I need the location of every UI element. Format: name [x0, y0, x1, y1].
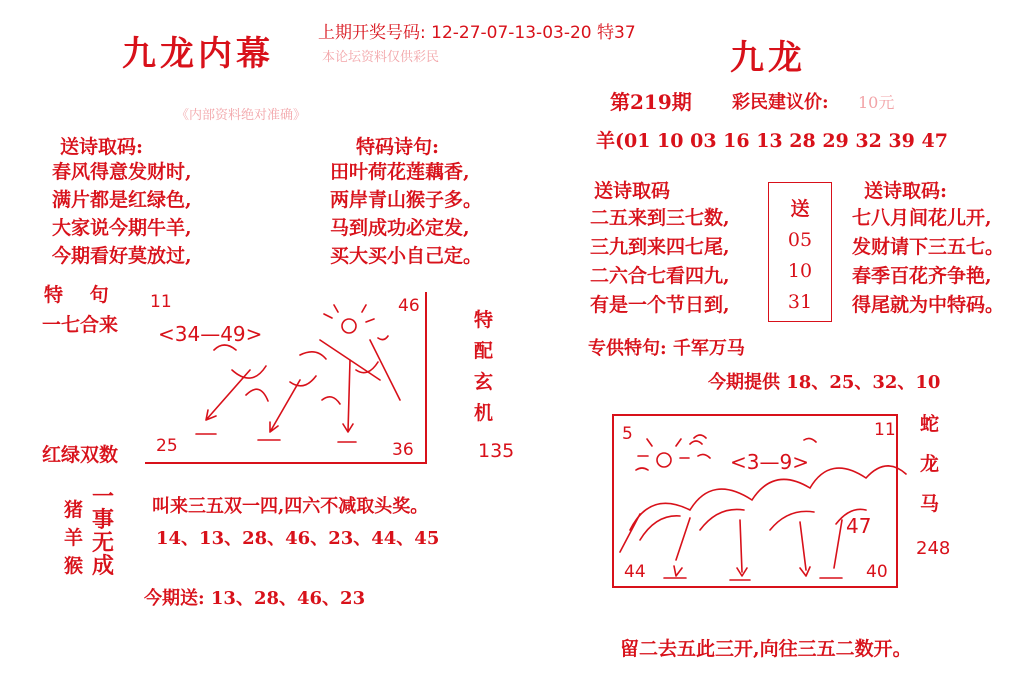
- left-box-corner-tr: 46: [398, 296, 420, 316]
- right-today-offer: 今期提供 18、25、32、10: [708, 372, 941, 393]
- right-box-mid-num: 47: [846, 514, 872, 538]
- left-special-label: 特 句: [44, 284, 119, 306]
- right-footer: 留二去五此三开,向往三五二数开。: [620, 638, 912, 660]
- poem-line: 两岸青山猴子多。: [330, 189, 483, 211]
- send-box-content: [776, 194, 824, 318]
- left-box-scribble: <34—49>: [158, 322, 263, 346]
- right-price-value: 10元: [858, 93, 895, 112]
- right-box-corner-tr: 11: [874, 420, 896, 440]
- left-today-send: 今期送: 13、28、46、23: [144, 588, 366, 609]
- poem-line: 三九到来四七尾,: [590, 236, 730, 258]
- poem-line: 今期看好莫放过,: [52, 245, 192, 267]
- poem-line: 田叶荷花莲藕香,: [330, 161, 470, 183]
- last-draw-numbers: 上期开奖号码: 12-27-07-13-03-20 特37: [318, 23, 636, 43]
- zodiac-char: 猴: [64, 555, 84, 577]
- left-sub-note: 《内部资料绝对准确》: [176, 108, 307, 123]
- send-box-label: 送: [790, 198, 810, 220]
- left-numbers: 14、13、28、46、23、44、45: [156, 528, 440, 549]
- poem-line: 买大买小自己定。: [330, 245, 483, 267]
- left-box-corner-br: 36: [392, 440, 414, 460]
- right-issue: 第219期: [610, 90, 692, 114]
- left-special-poem-heading: 特码诗句:: [356, 136, 440, 158]
- right-box-scribble: <3—9>: [730, 450, 809, 474]
- arrow-icon: [206, 370, 250, 420]
- side-char: 配: [474, 340, 494, 362]
- right-poem-lines: [590, 204, 730, 320]
- zodiac-char: 羊: [64, 527, 84, 549]
- poem-line: 大家说今期牛羊,: [52, 217, 192, 239]
- send-box-num: 31: [787, 291, 813, 313]
- poem-line: 得尾就为中特码。: [852, 294, 1005, 316]
- left-poem-heading: 送诗取码:: [60, 136, 144, 158]
- zodiac-char: 蛇: [920, 413, 940, 435]
- side-char: 特: [474, 309, 494, 331]
- poem-line: 二五来到三七数,: [590, 207, 730, 229]
- left-special-side: [474, 305, 493, 429]
- left-box-corner-tl: 11: [150, 292, 172, 312]
- left-slogan: [92, 486, 114, 578]
- send-box-num: 05: [787, 229, 813, 251]
- zodiac-char: 马: [920, 493, 940, 515]
- right-special-phrase: 专供特句: 千军万马: [588, 338, 745, 359]
- slogan-char: 事: [92, 507, 115, 533]
- right-sheep-line: 羊(01 10 03 16 13 28 29 32 39 47: [596, 130, 948, 152]
- arrow-icon: [270, 380, 300, 432]
- slogan-char: 成: [92, 553, 115, 579]
- send-box-num: 10: [787, 260, 813, 282]
- red-green-number: 135: [478, 440, 515, 462]
- right-title: 九龙: [730, 38, 806, 78]
- poem-line: 二六合七看四九,: [590, 265, 730, 287]
- poem-line: 马到成功必定发,: [330, 217, 470, 239]
- sun-icon: [342, 319, 356, 333]
- right-picture-box: [612, 414, 898, 588]
- right-price-label: 彩民建议价:: [732, 92, 829, 113]
- left-verse: 叫来三五双一四,四六不减取头奖。: [152, 496, 429, 517]
- slogan-char: 一: [92, 484, 115, 510]
- right-poem2-lines: [852, 204, 1004, 320]
- arrow-icon: [343, 360, 353, 432]
- right-poem2-heading: 送诗取码:: [864, 180, 948, 202]
- side-char: 玄: [474, 371, 494, 393]
- right-zodiac-number: 248: [916, 538, 951, 559]
- side-char: 机: [474, 402, 494, 424]
- left-box-corner-bl: 25: [156, 436, 178, 456]
- right-zodiacs: [920, 404, 939, 524]
- poem-line: 有是一个节日到,: [590, 294, 730, 316]
- left-subtitle-faint: 本论坛资料仅供彩民: [322, 50, 440, 65]
- left-title: 九龙内幕: [122, 34, 274, 74]
- right-box-corner-br: 40: [866, 562, 888, 582]
- right-poem-heading: 送诗取码: [594, 180, 671, 202]
- poem-line: 发财请下三五七。: [852, 236, 1005, 258]
- poem-line: 春季百花齐争艳,: [852, 265, 992, 287]
- slogan-char: 无: [92, 530, 115, 556]
- poem-line: 七八月间花儿开,: [852, 207, 992, 229]
- poem-line: 满片都是红绿色,: [52, 189, 192, 211]
- zodiac-char: 龙: [920, 453, 940, 475]
- zodiac-char: 猪: [64, 499, 84, 521]
- red-green-label: 红绿双数: [42, 444, 119, 466]
- left-zodiacs: [64, 496, 83, 580]
- poem-line: 春风得意发财时,: [52, 161, 192, 183]
- right-box-corner-tl: 5: [622, 424, 633, 444]
- right-box-corner-bl: 44: [624, 562, 646, 582]
- left-special-phrase: 一七合来: [42, 314, 119, 336]
